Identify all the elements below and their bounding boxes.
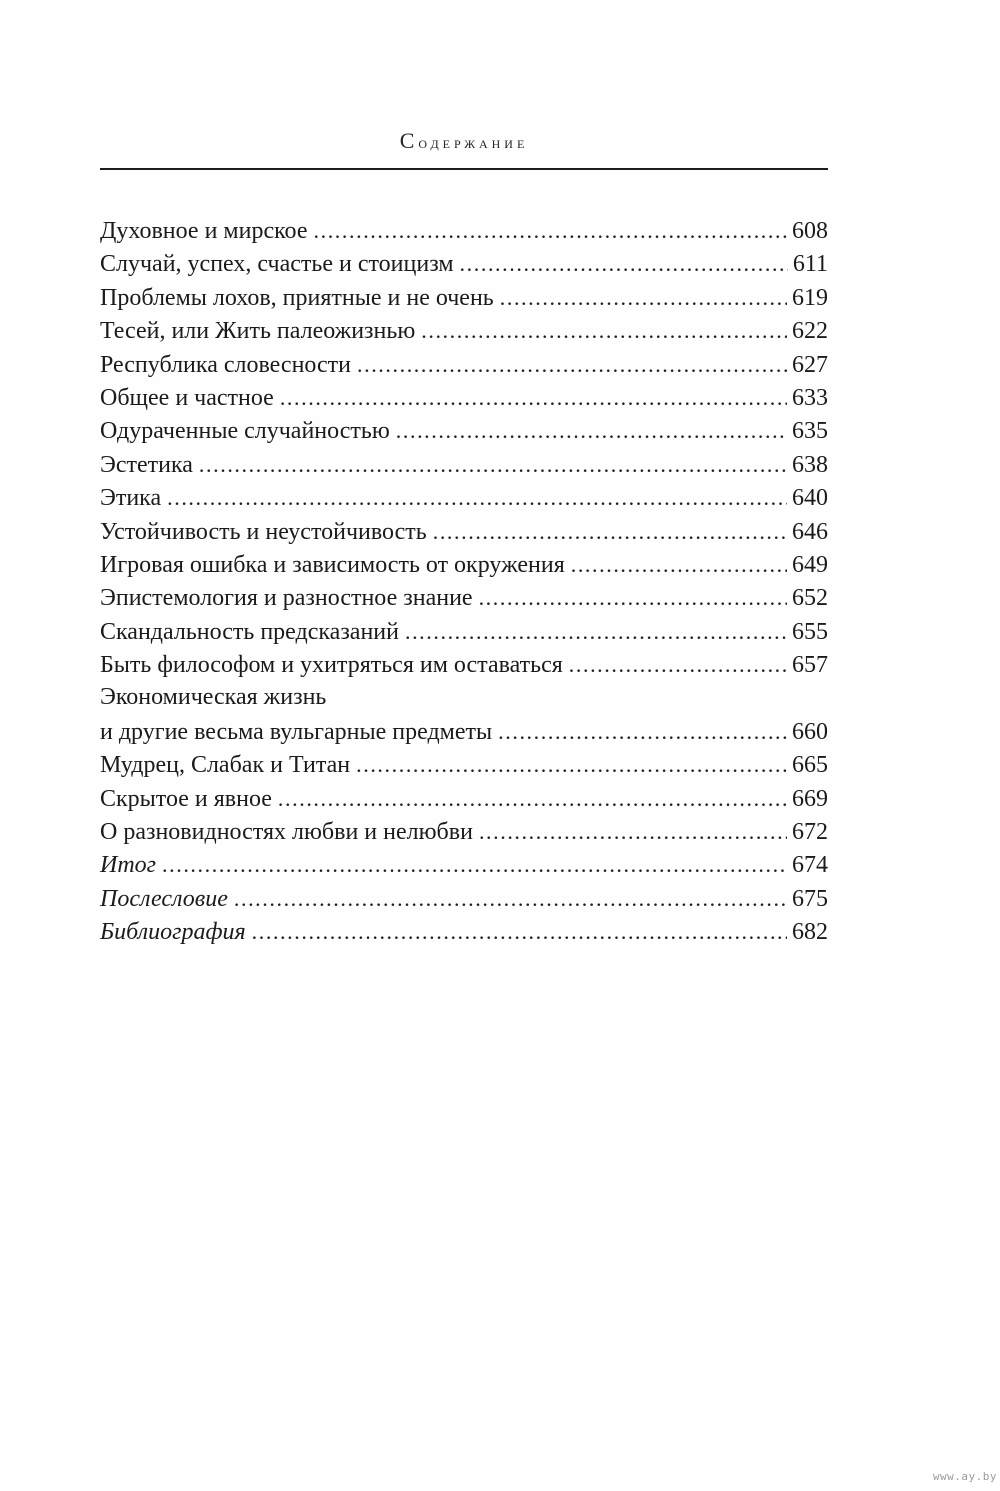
dot-leader xyxy=(479,815,787,849)
toc-entry-title: Итог xyxy=(100,852,157,879)
toc-row xyxy=(100,715,828,748)
watermark-text: www.ay.by xyxy=(932,1470,997,1483)
toc-entry-page: 640 xyxy=(792,485,828,512)
toc-content-area xyxy=(100,0,828,949)
toc-entry-title: Этика xyxy=(100,485,162,512)
toc-entry-page: 635 xyxy=(792,418,828,445)
toc-entry-page: 675 xyxy=(792,885,828,912)
toc-row xyxy=(100,848,828,881)
toc-row xyxy=(100,548,828,581)
toc-row xyxy=(100,681,828,714)
toc-entry-page: 627 xyxy=(792,351,828,378)
toc-row xyxy=(100,214,828,247)
toc-row xyxy=(100,448,828,481)
toc-entry-title: Общее и частное xyxy=(100,384,274,411)
toc-entry-title: Случай, успех, счастье и стоицизм xyxy=(100,251,454,278)
dot-leader xyxy=(162,848,787,882)
toc-row xyxy=(100,915,828,948)
toc-entry-page: 622 xyxy=(792,318,828,345)
toc-entry-page: 660 xyxy=(792,718,828,745)
toc-row xyxy=(100,281,828,314)
dot-leader xyxy=(314,214,788,248)
toc-entry-title: Тесей, или Жить палеожизнью xyxy=(100,318,416,345)
toc-entry-page: 672 xyxy=(792,819,828,846)
toc-list xyxy=(100,214,828,949)
dot-leader xyxy=(234,882,787,916)
toc-row xyxy=(100,481,828,514)
dot-leader xyxy=(396,414,787,448)
dot-leader xyxy=(479,581,787,615)
dot-leader xyxy=(199,448,787,482)
page-title: Содержание xyxy=(399,128,529,153)
toc-entry-title: Эпистемология и разностное знание xyxy=(100,585,473,612)
toc-entry-page: 611 xyxy=(792,251,828,278)
dot-leader xyxy=(356,748,787,782)
toc-entry-title: Быть философом и ухитряться им оставаться xyxy=(100,652,563,679)
toc-entry-page: 633 xyxy=(792,384,828,411)
toc-entry-title: Проблемы лохов, приятные и не очень xyxy=(100,284,494,311)
toc-entry-page: 682 xyxy=(792,919,828,946)
toc-row xyxy=(100,348,828,381)
toc-row xyxy=(100,515,828,548)
toc-entry-title: Экономическая жизнь xyxy=(100,684,327,711)
toc-entry-page: 669 xyxy=(792,785,828,812)
toc-entry-page: 608 xyxy=(792,218,828,244)
toc-entry-title: Эстетика xyxy=(100,451,193,478)
toc-row xyxy=(100,615,828,648)
toc-entry-page: 646 xyxy=(792,518,828,545)
toc-entry-title: Духовное и мирское xyxy=(100,218,308,244)
toc-row xyxy=(100,648,828,681)
toc-entry-title: Устойчивость и неустойчивость xyxy=(100,518,427,545)
toc-row xyxy=(100,748,828,781)
dot-leader xyxy=(280,381,787,415)
toc-entry-page: 638 xyxy=(792,451,828,478)
toc-entry-title: О разновидностях любви и нелюбви xyxy=(100,819,473,846)
toc-entry-page: 652 xyxy=(792,585,828,612)
toc-entry-title: Республика словесности xyxy=(100,351,351,378)
dot-leader xyxy=(405,615,787,649)
dot-leader xyxy=(498,715,787,749)
dot-leader xyxy=(433,515,787,549)
toc-entry-title: Мудрец, Слабак и Титан xyxy=(100,752,351,779)
toc-entry-page: 649 xyxy=(792,551,828,578)
toc-entry-title: Послесловие xyxy=(100,885,228,912)
toc-entry-title: Скрытое и явное xyxy=(100,785,272,812)
toc-entry-title: Скандальность предсказаний xyxy=(100,618,399,645)
toc-row xyxy=(100,581,828,614)
toc-entry-page: 619 xyxy=(792,284,828,311)
toc-entry-page: 657 xyxy=(792,652,828,679)
dot-leader xyxy=(569,648,787,682)
toc-entry-page: 665 xyxy=(792,752,828,779)
toc-row xyxy=(100,815,828,848)
toc-entry-title: и другие весьма вульгарные предметы xyxy=(100,718,493,745)
dot-leader xyxy=(167,481,787,515)
toc-row xyxy=(100,414,828,447)
dot-leader xyxy=(252,915,787,949)
toc-entry-title: Библиография xyxy=(100,919,246,946)
toc-entry-page: 674 xyxy=(792,852,828,879)
header-rule xyxy=(100,168,828,170)
toc-entry-title: Игровая ошибка и зависимость от окружения xyxy=(100,551,565,578)
dot-leader xyxy=(500,281,787,315)
toc-row xyxy=(100,882,828,915)
toc-row xyxy=(100,381,828,414)
dot-leader xyxy=(357,348,787,382)
toc-entry-title: Одураченные случайностью xyxy=(100,418,390,445)
toc-row xyxy=(100,247,828,280)
dot-leader xyxy=(460,247,788,281)
dot-leader xyxy=(278,782,787,816)
toc-row xyxy=(100,782,828,815)
dot-leader xyxy=(571,548,787,582)
toc-row xyxy=(100,314,828,347)
dot-leader xyxy=(421,314,787,348)
toc-entry-page: 655 xyxy=(792,618,828,645)
